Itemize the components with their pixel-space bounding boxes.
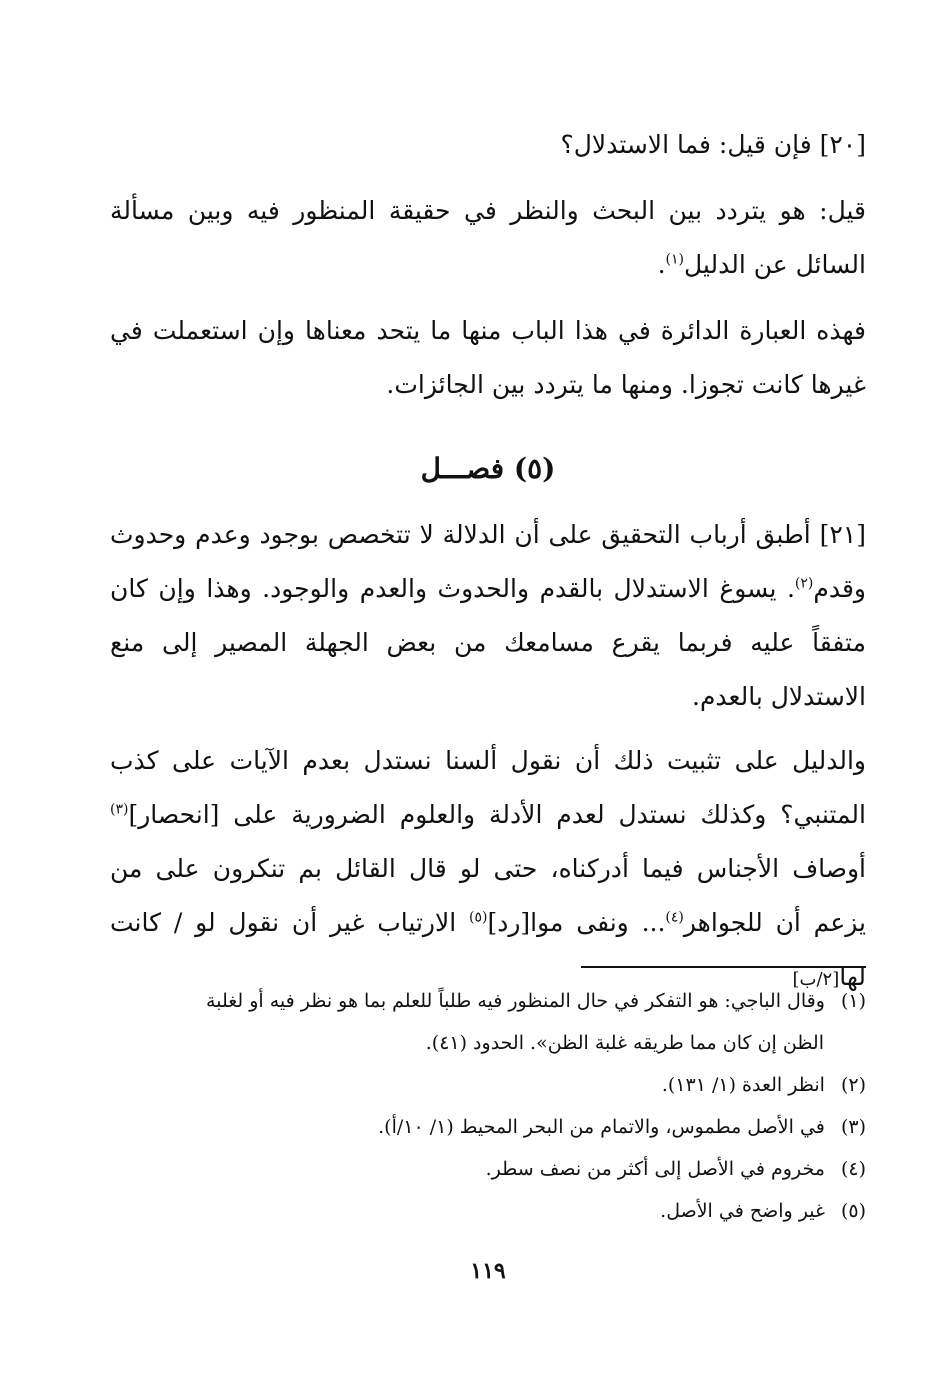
- page-number: ١١٩: [470, 1258, 506, 1284]
- footnote-number: (٣): [840, 1116, 866, 1138]
- question-20: [110, 118, 866, 172]
- footnote-5: (٥) غير واضح في الأصل.: [660, 1200, 866, 1222]
- manuscript-folio-marker: [٢/ب]: [792, 969, 840, 990]
- section-heading: [110, 442, 866, 496]
- heading-text: (٥) فصـــل: [420, 452, 556, 485]
- footnote-1: (١) وقال الباجي: هو التفكر في حال المنظور فيه طلباً للعلم بما هو نظر فيه أو لغلبة: [206, 990, 866, 1012]
- footnote-separator: [581, 966, 866, 968]
- footnote-ref-1[interactable]: (١): [665, 251, 684, 268]
- footnote-3: (٣) في الأصل مطموس، والاتمام من البحر المحيط (١/ ١٠/أ).: [378, 1116, 866, 1138]
- paragraph-21: [٢١] أطبق أرباب التحقيق على أن الدلالة لا تتخصص بوجود وعدم وحدوث وقدم$^{(٢)}$. يسوغ الاستدلال بالقدم والحدوث والعدم والوجود. وهذا وإن كان متفقاً عليه فربما يقرع مسامعك من بعض الجهلة المصير إلى منع الاستدلال بالعدم.: [110, 520, 866, 711]
- footnote-number: (٥): [840, 1200, 866, 1222]
- footnote-ref-5[interactable]: (٥): [469, 909, 488, 926]
- paragraph-number: [٢٠]: [819, 130, 866, 159]
- footnote-number: (١): [840, 990, 866, 1012]
- paragraph-number: [٢١]: [819, 520, 866, 549]
- footnote-ref-4[interactable]: (٤): [665, 909, 684, 926]
- page-body: [110, 118, 866, 1379]
- footnote-2: (٢) انظر العدة (١/ ١٣١).: [661, 1074, 866, 1096]
- paragraph-phrases: فهذه العبارة الدائرة في هذا الباب منها ما يتحد معناها وإن استعملت في غيرها كانت تجوزا. ومنها ما يتردد بين الجائزات.: [110, 316, 866, 399]
- footnote-1-continued: الظن إن كان مما طريقه غلبة الظن». الحدود (٤١).: [425, 1032, 824, 1054]
- footnote-number: (٢): [840, 1074, 866, 1096]
- footnote-4: (٤) مخروم في الأصل إلى أكثر من نصف سطر.: [485, 1158, 866, 1180]
- answer-20: قيل: هو يتردد بين البحث والنظر في حقيقة المنظور فيه وبين مسألة السائل عن الدليل$^{(١)}$.: [110, 196, 866, 279]
- footnotes: [110, 980, 866, 1232]
- footnote-ref-3[interactable]: (٣): [110, 801, 129, 818]
- footnote-ref-2[interactable]: (٢): [794, 575, 814, 592]
- question-text: فإن قيل: فما الاستدلال؟: [560, 130, 812, 159]
- paragraph-evidence: والدليل على تثبيت ذلك أن نقول ألسنا نستدل بعدم الآيات على كذب المتنبي؟ وكذلك نستدل لعدم الأدلة والعلوم الضرورية على [انحصار]$^{(٣)}$ أوصاف الأجناس فيما أدركناه، حتى لو قال القائل بم تنكرون على من يزعم أن للجواهر$^{(٤)}$... ونفى موا[رد]$^{(٥)}$ الارتياب غير أن نقول لو / كانت لها[٢/ب]: [110, 746, 866, 991]
- answer-text: قيل: هو يتردد بين البحث والنظر في حقيقة المنظور فيه وبين مسألة السائل عن الدليل: [110, 196, 866, 279]
- footnote-number: (٤): [840, 1158, 866, 1180]
